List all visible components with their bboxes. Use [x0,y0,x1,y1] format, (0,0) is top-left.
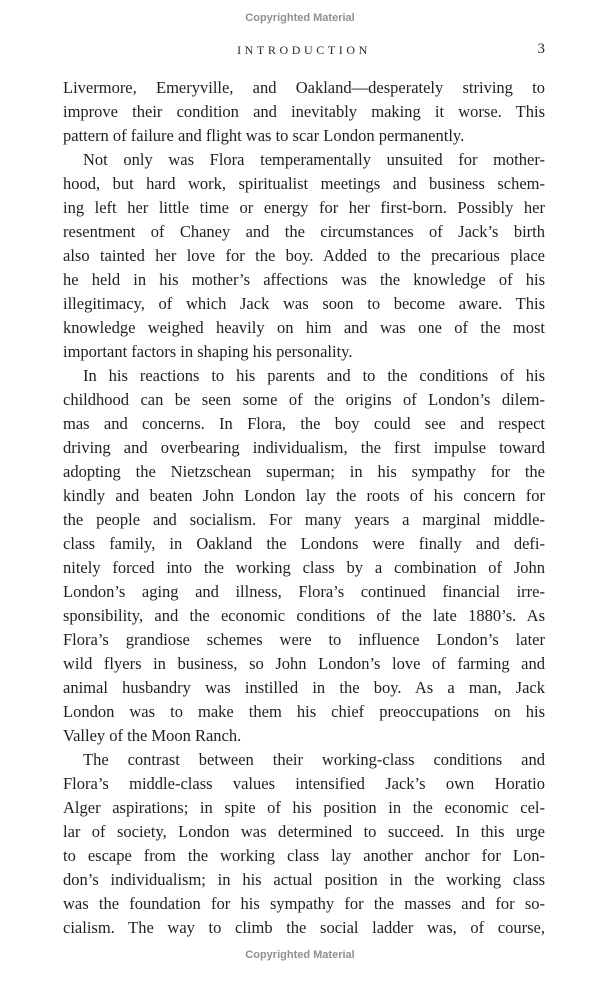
text-line: childhood can be seen some of the origins of London’s dilem- [63,390,545,409]
text-line: Alger aspirations; in spite of his position in the economic cel- [63,798,545,817]
text-line: London was to make them his chief preoccupations on his [63,702,545,721]
text-line: In his reactions to his parents and to the conditions of his [83,366,545,385]
copyright-notice-bottom: Copyrighted Material [245,949,355,961]
paragraph [63,148,545,364]
page-number: 3 [537,41,545,57]
text-line: was the foundation for his sympathy for the masses and for so- [63,894,545,913]
text-line: illegitimacy, of which Jack was soon to become aware. This [63,294,545,313]
paragraph [63,364,545,748]
text-line: improve their condition and inevitably making it worse. This [63,102,545,121]
body-text [63,76,545,940]
text-line: Flora’s middle-class values intensified Jack’s own Horatio [63,774,545,793]
text-line: cialism. The way to climb the social ladder was, of course, [63,918,545,937]
text-line: important factors in shaping his personality. [63,342,353,361]
text-line: pattern of failure and flight was to scar London permanently. [63,126,465,145]
text-line: hood, but hard work, spiritualist meetings and business schem- [63,174,545,193]
text-line: Livermore, Emeryville, and Oakland—desperately striving to [63,78,545,97]
text-line: London’s aging and illness, Flora’s continued financial irre- [63,582,545,601]
paragraph [63,748,545,940]
text-line: don’s individualism; in his actual position in the working class [63,870,545,889]
text-line: The contrast between their working-class conditions and [83,750,545,769]
text-line: the people and socialism. For many years a marginal middle- [63,510,545,529]
text-line: Valley of the Moon Ranch. [63,726,242,745]
text-line: lar of society, London was determined to succeed. In this urge [63,822,545,841]
text-line: knowledge weighed heavily on him and was one of the most [63,318,545,337]
text-line: mas and concerns. In Flora, the boy could see and respect [63,414,545,433]
text-line: to escape from the working class lay another anchor for Lon- [63,846,545,865]
text-line: Flora’s grandiose schemes were to influence London’s later [63,630,545,649]
text-line: resentment of Chaney and the circumstances of Jack’s birth [63,222,545,241]
copyright-notice-top: Copyrighted Material [245,12,355,24]
chapter-title: INTRODUCTION [237,43,371,57]
text-line: sponsibility, and the economic conditions of the late 1880’s. As [63,606,545,625]
running-head [63,42,545,58]
text-line: he held in his mother’s affections was the knowledge of his [63,270,545,289]
paragraph [63,76,545,148]
text-line: adopting the Nietzschean superman; in his sympathy for the [63,462,545,481]
text-line: also tainted her love for the boy. Added to the precarious place [63,246,545,265]
text-line: wild flyers in business, so John London’s love of farming and [63,654,545,673]
text-line: ing left her little time or energy for her first-born. Possibly her [63,198,545,217]
text-line: animal husbandry was instilled in the boy. As a man, Jack [63,678,545,697]
text-line: kindly and beaten John London lay the roots of his concern for [63,486,545,505]
text-line: Not only was Flora temperamentally unsuited for mother- [83,150,545,169]
text-line: class family, in Oakland the Londons were finally and defi- [63,534,545,553]
text-line: nitely forced into the working class by a combination of John [63,558,545,577]
text-line: driving and overbearing individualism, the first impulse toward [63,438,545,457]
